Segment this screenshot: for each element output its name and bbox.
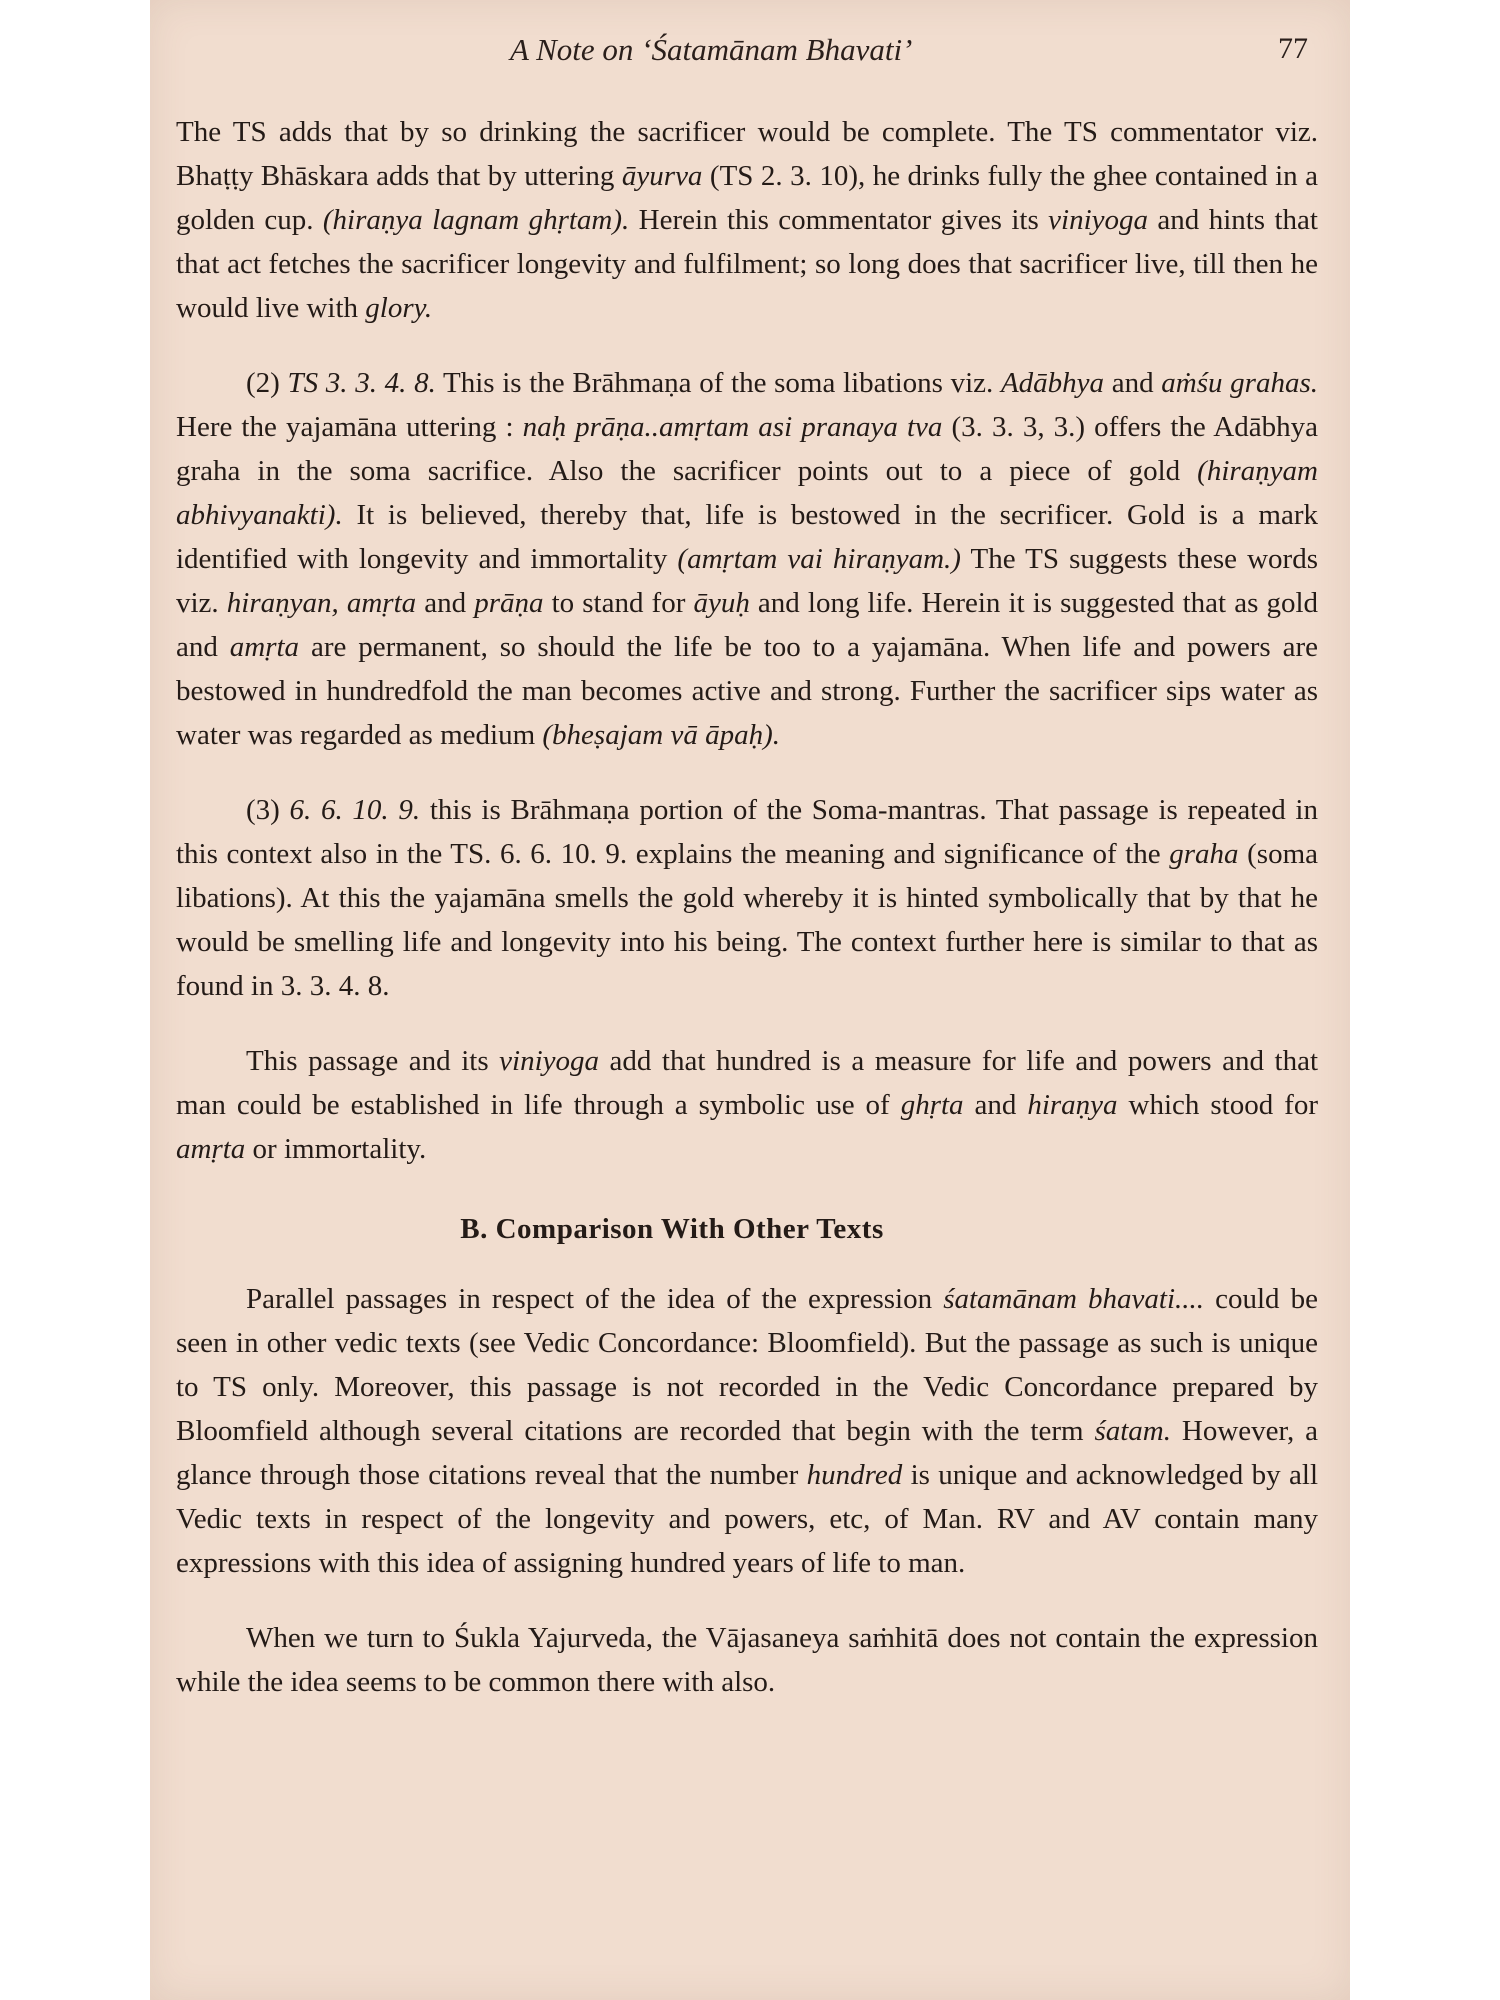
- text-run: This passage and its: [246, 1045, 500, 1077]
- italic-text-run: naḥ prāṇa..amṛtam asi pranaya tva: [522, 411, 943, 443]
- italic-text-run: (bheṣajam vā āpaḥ).: [542, 719, 780, 751]
- text-run: and hints that that act fetches the sacrificer longevity and fulfilment; so long does that sacrificer live, till then he would live with: [176, 204, 1318, 324]
- italic-text-run: ghṛta: [900, 1089, 964, 1121]
- paragraph: [176, 1277, 1318, 1585]
- text-run: and: [416, 587, 475, 619]
- text-run: is unique and acknowledged by all Vedic texts in respect of the longevity and powers, etc, of Man. RV and AV contain many expressions with this idea of assigning hundred years of life to man.: [176, 1459, 1319, 1579]
- italic-text-run: śatam.: [1094, 1415, 1171, 1447]
- text-run: this is Brāhmaṇa portion of the Soma-mantras. That passage is repeated in this context also in the TS. 6. 6. 10. 9. explains the meaning and significance of the: [176, 794, 1318, 870]
- italic-text-run: amṛta: [229, 631, 300, 663]
- paragraph: [176, 110, 1318, 330]
- book-page: [150, 0, 1350, 2000]
- italic-text-run: viniyoga: [499, 1045, 599, 1077]
- text-run: However, a glance through those citations reveal that the number: [176, 1415, 1318, 1491]
- text-run: or immortality.: [245, 1133, 427, 1165]
- italic-text-run: viniyoga: [1048, 204, 1148, 236]
- italic-text-run: aṁśu grahas.: [1161, 367, 1319, 399]
- text-run: Here the yajamāna uttering :: [176, 411, 523, 443]
- text-run: It is believed, thereby that, life is bestowed in the secrificer. Gold is a mark identified with longevity and immortality: [176, 499, 1318, 575]
- italic-text-run: hiraṇyan, amṛta: [226, 587, 417, 619]
- italic-text-run: hiraṇya: [1027, 1089, 1118, 1121]
- text-run: (TS 2. 3. 10), he drinks fully the ghee contained in a golden cup.: [176, 160, 1318, 236]
- text-run: When we turn to Śukla Yajurveda, the Vājasaneya saṁhitā does not contain the expression while the idea seems to be common there with also.: [176, 1622, 1318, 1698]
- text-run: and: [963, 1089, 1028, 1121]
- text-run: This is the Brāhmaṇa of the soma libations viz.: [435, 367, 1001, 399]
- italic-text-run: hundred: [806, 1459, 903, 1491]
- paragraph: [176, 361, 1318, 757]
- text-run: to stand for: [543, 587, 694, 619]
- italic-text-run: TS 3. 3. 4. 8.: [287, 367, 436, 399]
- running-title: A Note on ‘Śatamānam Bhavati’: [510, 32, 913, 67]
- italic-text-run: prāṇa: [474, 587, 544, 619]
- italic-text-run: amṛta: [176, 1133, 246, 1165]
- text-run: Parallel passages in respect of the idea of the expression: [246, 1283, 944, 1315]
- page-header: [150, 28, 1350, 78]
- text-run: (2): [246, 367, 288, 399]
- section-heading: B. Comparison With Other Texts: [460, 1213, 884, 1245]
- italic-text-run: (hiraṇyam abhivyanakti).: [176, 455, 1318, 531]
- text-run: which stood for: [1117, 1089, 1319, 1121]
- paragraph: [176, 788, 1318, 1008]
- text-run: The TS adds that by so drinking the sacrificer would be complete. The TS commentator viz. Bhaṭṭy Bhāskara adds that by uttering: [176, 116, 1318, 192]
- text-run: and: [1104, 367, 1162, 399]
- text-run: Herein this commentator gives its: [629, 204, 1049, 236]
- italic-text-run: āyurva: [621, 160, 703, 192]
- text-run: (soma libations). At this the yajamāna smells the gold whereby it is hinted symbolically that by that he would be smelling life and longevity into his being. The context further here is similar to that as found in 3. 3. 4. 8.: [176, 838, 1319, 1002]
- text-run: and long life. Herein it is suggested that as gold and: [176, 587, 1318, 663]
- italic-text-run: (hiraṇya lagnam ghṛtam).: [322, 204, 630, 236]
- italic-text-run: Adābhya: [1000, 367, 1105, 399]
- italic-text-run: 6. 6. 10. 9.: [289, 794, 421, 826]
- text-run: (3. 3. 3, 3.) offers the Adābhya graha in the soma sacrifice. Also the sacrificer points out to a piece of gold: [176, 411, 1318, 487]
- text-run: add that hundred is a measure for life and powers and that man could be established in life through a symbolic use of: [176, 1045, 1318, 1121]
- paragraph: [176, 1616, 1318, 1704]
- italic-text-run: śatamānam bhavati....: [943, 1283, 1204, 1315]
- italic-text-run: (amṛtam vai hiraṇyam.): [677, 543, 961, 575]
- body-text: [176, 110, 1318, 1735]
- text-run: (3): [246, 794, 290, 826]
- italic-text-run: āyuḥ: [693, 587, 750, 619]
- page-number: 77: [1278, 32, 1308, 65]
- paragraph: [176, 1039, 1318, 1171]
- text-run: could be seen in other vedic texts (see Vedic Concordance: Bloomfield). But the passage as such is unique to TS only. Moreover, this passage is not recorded in the Vedic Concordance prepared by Bloomfield although several citations are recorded that begin with the term: [176, 1283, 1318, 1447]
- italic-text-run: glory.: [365, 292, 433, 324]
- text-run: The TS suggests these words viz.: [176, 543, 1318, 619]
- text-run: are permanent, so should the life be too to a yajamāna. When life and powers are bestowed in hundredfold the man becomes active and strong. Further the sacrificer sips water as water was regarded as medium: [176, 631, 1319, 751]
- italic-text-run: graha: [1169, 838, 1239, 870]
